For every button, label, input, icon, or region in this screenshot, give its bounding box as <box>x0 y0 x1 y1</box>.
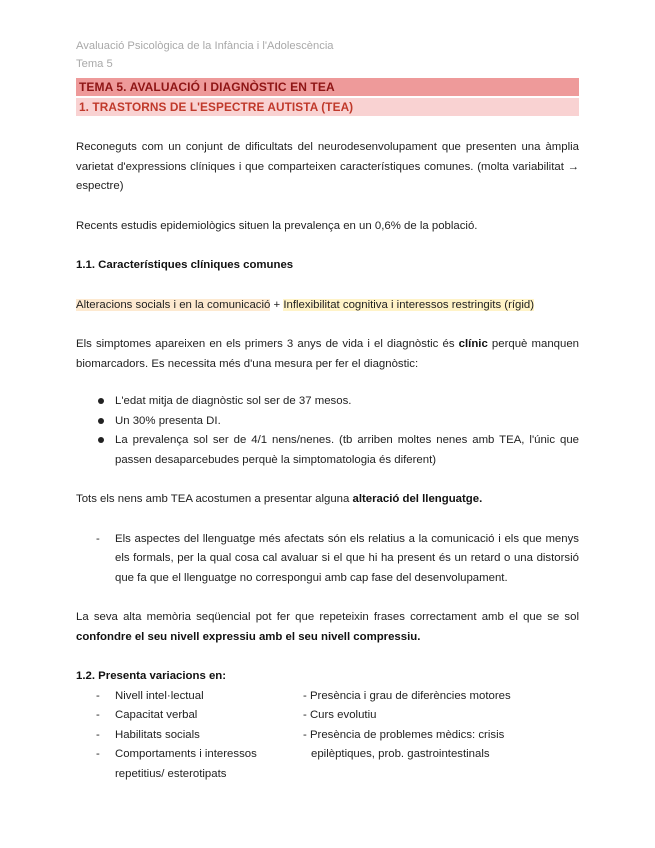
diagnosis-bullet-list <box>76 392 579 470</box>
list-item <box>76 412 579 432</box>
variations-columns <box>76 687 579 785</box>
list-item: epilèptiques, prob. gastrointestinals <box>311 748 490 760</box>
language-dash-text: Els aspectes del llenguatge més afectats són els relatius a la comunicació i els que menys els formals, per la qual cosa cal avaluar si el que hi ha present és un retard o una distorsió que fa que el llenguatge no correspongui amb cap fase del desenvolupament. <box>115 532 579 584</box>
language-bold: alteració del llenguatge. <box>352 493 483 505</box>
symptoms-bold: clínic <box>458 338 488 350</box>
dash-marker: - <box>96 532 100 545</box>
memory-text: La seva alta memòria seqüencial pot fer que repeteixin frases correctament amb el que se sol <box>76 611 579 623</box>
list-item: - Presència i grau de diferències motores <box>303 689 511 702</box>
variations-left-column <box>76 687 303 785</box>
highlight-line <box>76 296 579 316</box>
dash-marker: - <box>96 748 100 760</box>
intro-paragraph: Reconeguts com un conjunt de dificultats del neurodesenvolupament que presenten una àmplia varietat d'expressions clíniques i que comparteixen característiques comunes. (molta variabilitat → espectre) <box>76 141 579 192</box>
language-text: Tots els nens amb TEA acostumen a presentar alguna <box>76 493 353 505</box>
language-dash-item <box>76 530 579 589</box>
dash-marker: - <box>96 689 100 702</box>
language-paragraph <box>76 490 579 510</box>
page-title: TEMA 5. AVALUACIÓ I DIAGNÒSTIC EN TEA <box>76 78 579 96</box>
bullet-text: Un 30% presenta DI. <box>115 414 221 427</box>
highlight-inflexibility: Inflexibilitat cognitiva i interessos restringits (rígid) <box>283 298 535 311</box>
bullet-text: La prevalença sol ser de 4/1 nens/nenes. (tb arriben moltes nenes amb TEA, l'únic que passen desaparcebudes perquè la simptomatologia és diferent) <box>115 434 579 466</box>
memory-bold: confondre el seu nivell expressiu amb el seu nivell compressiu. <box>76 630 421 643</box>
list-item <box>76 687 303 707</box>
section1-heading: 1. TRASTORNS DE L'ESPECTRE AUTISTA (TEA) <box>76 98 579 116</box>
topic-header: Tema 5 <box>76 58 113 70</box>
variation-text: Comportaments i interessos repetitius/ esterotipats <box>115 748 257 780</box>
bullet-icon <box>98 398 104 404</box>
variation-text: Nivell intel·lectual <box>115 689 204 702</box>
list-item <box>76 745 303 784</box>
course-header: Avaluació Psicològica de la Infància i l'Adolescència <box>76 40 334 52</box>
document-page <box>76 37 579 784</box>
variation-text: Capacitat verbal <box>115 709 198 721</box>
variations-right-column <box>303 687 579 785</box>
sub2-heading: 1.2. Presenta variacions en: <box>76 670 227 682</box>
variation-text: Habilitats socials <box>115 728 200 741</box>
highlight-social: Alteracions socials i en la comunicació <box>76 298 271 311</box>
list-item <box>76 431 579 470</box>
bullet-icon <box>98 437 104 443</box>
memory-paragraph <box>76 608 579 647</box>
highlight-connector: + <box>270 298 284 311</box>
list-item <box>76 392 579 412</box>
prevalence-paragraph: Recents estudis epidemiològics situen la prevalença en un 0,6% de la població. <box>76 219 478 232</box>
sub1-heading: 1.1. Característiques clíniques comunes <box>76 259 294 271</box>
list-item <box>76 726 303 746</box>
list-item <box>76 706 303 726</box>
symptoms-text-1: Els simptomes apareixen en els primers 3 anys de vida i el diagnòstic és <box>76 338 459 350</box>
symptoms-text-2: perquè manquen biomarcadors. Es necessita més d'una mesura per fer el diagnòstic: <box>76 338 580 370</box>
list-item: - Curs evolutiu <box>303 709 377 721</box>
list-item: - Presència de problemes mèdics: crisis <box>303 728 505 741</box>
symptoms-paragraph <box>76 335 579 374</box>
dash-marker: - <box>96 709 100 721</box>
bullet-text: L'edat mitja de diagnòstic sol ser de 37 mesos. <box>115 395 352 407</box>
dash-marker: - <box>96 728 100 741</box>
bullet-icon <box>98 418 104 424</box>
